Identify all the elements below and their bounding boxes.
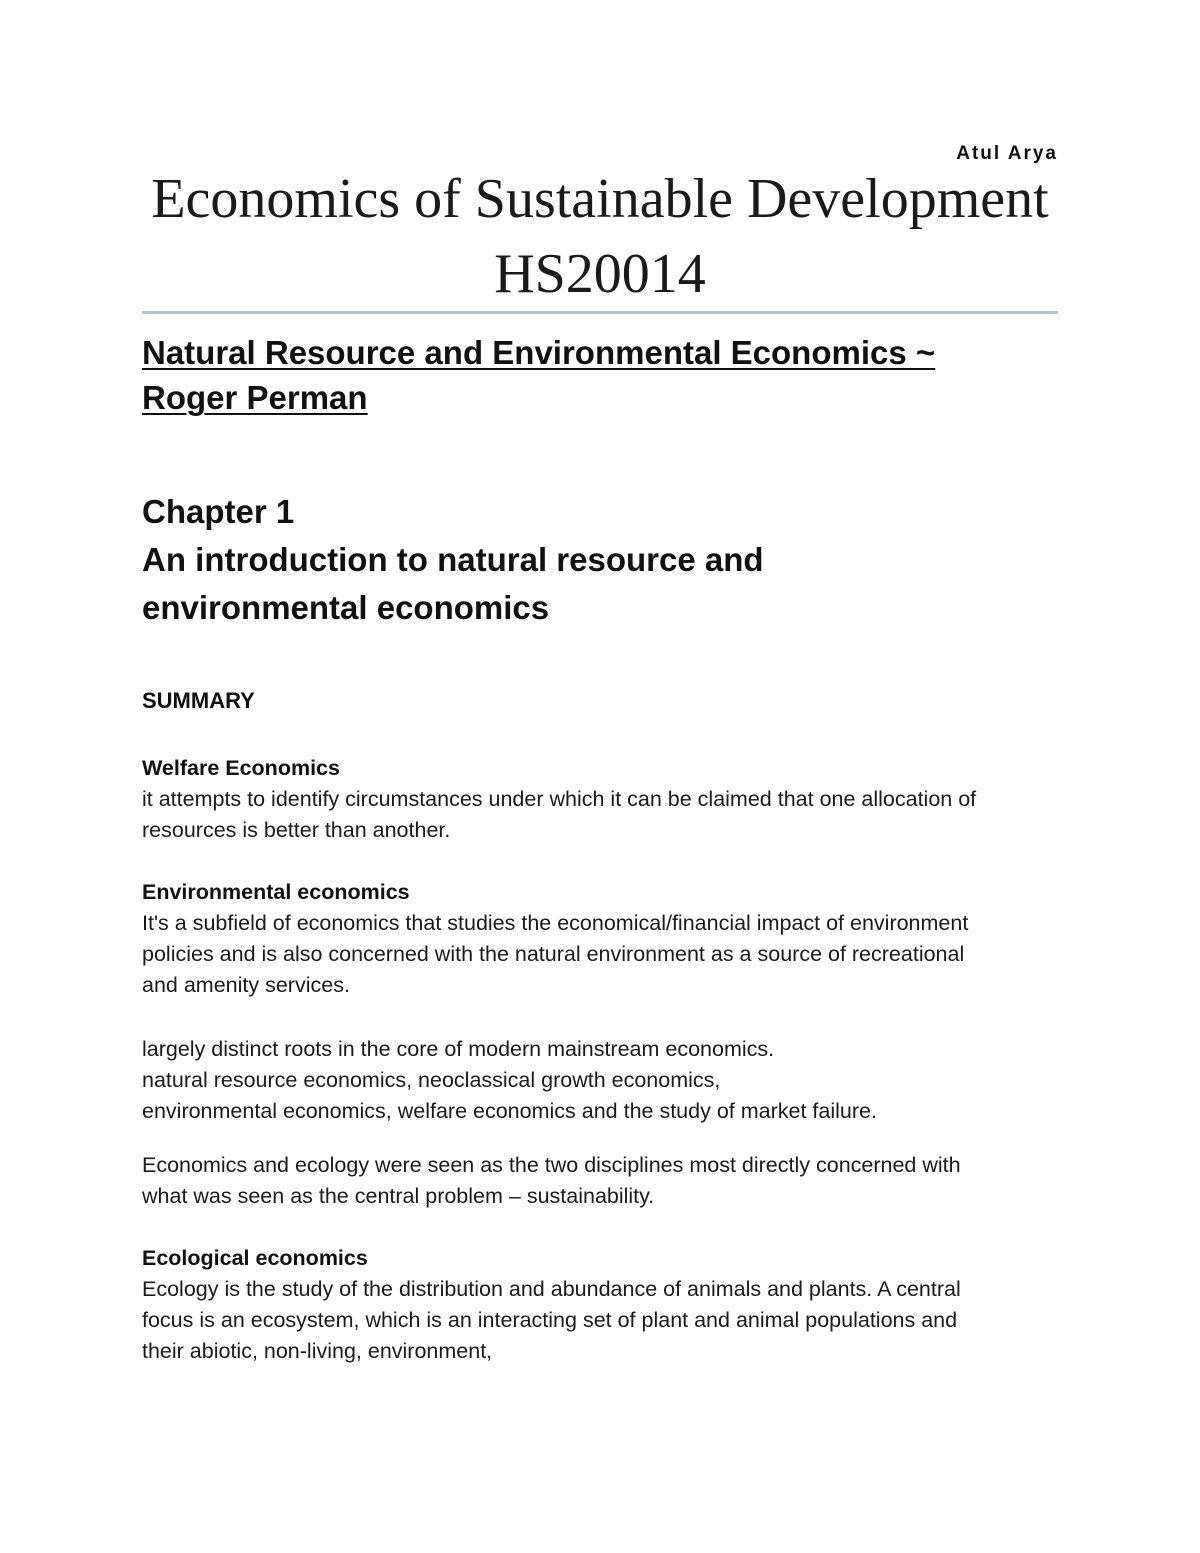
paragraph-line: resources is better than another. (142, 818, 451, 842)
section-heading: Ecological economics (142, 1246, 368, 1270)
section-welfare-economics (142, 753, 1072, 846)
paragraph-line: what was seen as the central problem – sustainability. (142, 1184, 655, 1208)
document-title (142, 162, 1058, 312)
paragraph-line: and amenity services. (142, 973, 350, 997)
section-environmental-economics (142, 877, 1072, 1001)
course-code: HS20014 (494, 243, 706, 305)
paragraph-line: it attempts to identify circumstances under which it can be claimed that one allocation of (142, 787, 977, 811)
paragraph-line: Ecology is the study of the distribution and abundance of animals and plants. A central (142, 1277, 961, 1301)
chapter-title-line-2: environmental economics (142, 589, 550, 626)
paragraph-line: Economics and ecology were seen as the two disciplines most directly concerned with (142, 1153, 961, 1177)
paragraph-line: largely distinct roots in the core of modern mainstream economics. (142, 1037, 775, 1061)
paragraph-line: their abiotic, non-living, environment, (142, 1339, 493, 1363)
book-title (142, 330, 1042, 420)
author-name: Atul Arya (956, 143, 1058, 164)
paragraph-line: It's a subfield of economics that studies the economical/financial impact of environment (142, 911, 969, 935)
paragraph-roots (142, 1034, 1072, 1127)
book-author: Roger Perman (142, 379, 368, 416)
chapter-heading (142, 488, 1042, 632)
summary-heading: SUMMARY (142, 688, 255, 713)
section-heading: Welfare Economics (142, 756, 340, 780)
paragraph-line: natural resource economics, neoclassical growth economics, (142, 1068, 721, 1092)
section-ecological-economics (142, 1243, 1072, 1367)
title-divider (142, 311, 1058, 314)
paragraph-line: focus is an ecosystem, which is an interacting set of plant and animal populations and (142, 1308, 958, 1332)
chapter-number: Chapter 1 (142, 493, 295, 530)
section-heading: Environmental economics (142, 880, 410, 904)
course-title: Economics of Sustainable Development (151, 168, 1049, 230)
paragraph-line: policies and is also concerned with the natural environment as a source of recreational (142, 942, 965, 966)
book-title-line-1: Natural Resource and Environmental Economics ~ (142, 334, 936, 371)
chapter-title-line-1: An introduction to natural resource and (142, 541, 764, 578)
paragraph-disciplines (142, 1150, 1072, 1212)
paragraph-line: environmental economics, welfare economics and the study of market failure. (142, 1099, 877, 1123)
